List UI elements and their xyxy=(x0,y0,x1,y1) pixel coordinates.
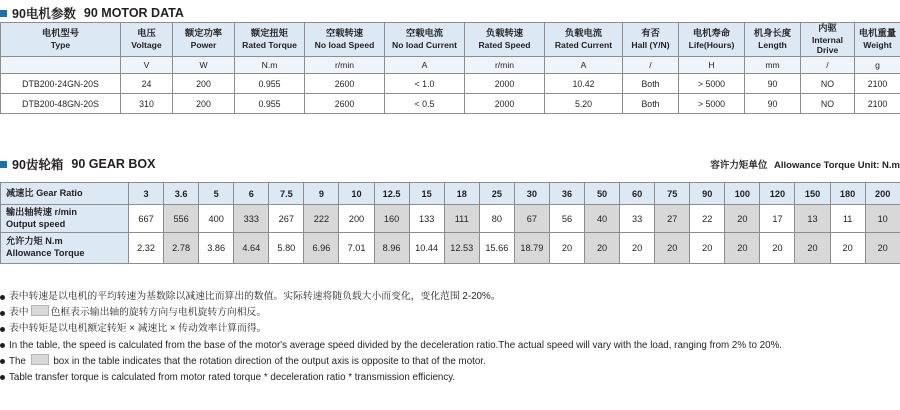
allowance-torque-unit-note xyxy=(710,157,900,171)
motor-row1-voltage: 310 xyxy=(121,94,173,114)
gearbox-torque-5: 6.96 xyxy=(304,233,339,264)
gearbox-speed-6: 200 xyxy=(339,205,374,233)
gearbox-torque-15: 20 xyxy=(655,233,690,264)
motor-col-rated-torque xyxy=(235,23,305,57)
motor-col-life-cn: 电机寿命 xyxy=(692,28,731,39)
gearbox-torque-2: 3.86 xyxy=(199,233,234,264)
gearbox-ratio-18: 120 xyxy=(760,183,795,205)
gearbox-torque-10: 15.66 xyxy=(479,233,514,264)
motor-section-title-cn: 90电机参数 xyxy=(12,7,76,21)
motor-row0-noload-speed: 2600 xyxy=(305,74,385,94)
gearbox-speed-9: 111 xyxy=(444,205,479,233)
motor-col-noload-current-cn: 空载电流 xyxy=(405,28,444,39)
gearbox-speed-12: 56 xyxy=(549,205,584,233)
motor-col-hall-en: Hall (Y/N) xyxy=(631,39,670,50)
motor-col-type xyxy=(1,23,121,57)
gearbox-allowance-torque-label xyxy=(1,233,129,264)
motor-row0-power: 200 xyxy=(173,74,235,94)
gearbox-torque-4: 5.80 xyxy=(269,233,304,264)
gearbox-ratio-5: 9 xyxy=(304,183,339,205)
motor-col-weight xyxy=(855,23,900,57)
note-text-6: Table transfer torque is calculated from motor rated torque * deceleration ratio * transmission efficiency. xyxy=(9,371,456,383)
motor-row1-noload-speed: 2600 xyxy=(305,94,385,114)
motor-unit-power: W xyxy=(173,57,235,74)
bullet-dot-icon xyxy=(0,327,5,332)
motor-col-rated-current-cn: 负载电流 xyxy=(564,28,603,39)
gearbox-speed-2: 400 xyxy=(199,205,234,233)
gearbox-torque-12: 20 xyxy=(549,233,584,264)
gearbox-torque-7: 8.96 xyxy=(374,233,409,264)
motor-col-life xyxy=(679,23,745,57)
motor-row0-noload-current: < 1.0 xyxy=(385,74,465,94)
motor-row0-voltage: 24 xyxy=(121,74,173,94)
motor-row0-life: > 5000 xyxy=(679,74,745,94)
motor-row0-rated-torque: 0.955 xyxy=(235,74,305,94)
motor-col-rated-current xyxy=(545,23,623,57)
motor-col-rated-torque-cn: 额定扭矩 xyxy=(250,28,289,39)
gearbox-allowance-torque-label-cn: 允许力矩 N.m xyxy=(6,236,63,247)
motor-unit-internal-drive: / xyxy=(801,57,855,74)
motor-row0-weight: 2100 xyxy=(855,74,900,94)
gearbox-speed-3: 333 xyxy=(234,205,269,233)
motor-unit-life: H xyxy=(679,57,745,74)
gearbox-output-speed-label-cn: 输出轴转速 r/min xyxy=(6,206,77,217)
motor-col-internal-drive-cn: 内驱 xyxy=(818,23,837,33)
motor-col-rated-speed-cn: 负载转速 xyxy=(485,28,524,39)
motor-col-voltage-en: Voltage xyxy=(131,39,162,50)
bullet-dot-icon xyxy=(0,311,5,316)
bullet-dot-icon xyxy=(0,295,5,300)
gearbox-speed-11: 67 xyxy=(514,205,549,233)
motor-col-rated-speed-en: Rated Speed xyxy=(478,39,531,50)
motor-col-internal-drive-en: Internal Drive xyxy=(811,34,844,56)
gearbox-speed-10: 80 xyxy=(479,205,514,233)
motor-col-rated-speed xyxy=(465,23,545,57)
motor-row0-rated-current: 10.42 xyxy=(545,74,623,94)
motor-section-heading xyxy=(0,4,184,22)
motor-unit-noload-current: A xyxy=(385,57,465,74)
motor-row1-rated-torque: 0.955 xyxy=(235,94,305,114)
notes-list xyxy=(0,289,900,386)
square-bullet-icon xyxy=(0,161,7,168)
gearbox-ratio-9: 18 xyxy=(444,183,479,205)
gearbox-section-heading xyxy=(0,155,155,173)
gearbox-output-speed-label-en: Output speed xyxy=(6,218,66,229)
gearbox-ratio-row xyxy=(1,183,900,205)
motor-row1-rated-current: 5.20 xyxy=(545,94,623,114)
gearbox-speed-21: 10 xyxy=(865,205,900,233)
motor-col-power xyxy=(173,23,235,57)
gearbox-speed-5: 222 xyxy=(304,205,339,233)
gearbox-torque-13: 20 xyxy=(585,233,620,264)
motor-col-noload-current-en: No load Current xyxy=(392,39,457,50)
gearbox-allowance-torque-row xyxy=(1,233,900,264)
gearbox-ratio-20: 180 xyxy=(830,183,865,205)
note-item xyxy=(0,305,900,321)
gearbox-torque-6: 7.01 xyxy=(339,233,374,264)
gearbox-torque-16: 20 xyxy=(690,233,725,264)
motor-row1-rated-speed: 2000 xyxy=(465,94,545,114)
motor-col-type-cn: 电机型号 xyxy=(41,28,80,39)
gearbox-torque-11: 18.79 xyxy=(514,233,549,264)
motor-col-rated-current-en: Rated Current xyxy=(554,39,613,50)
motor-row1-weight: 2100 xyxy=(855,94,900,114)
gearbox-output-speed-row xyxy=(1,205,900,233)
gearbox-ratio-4: 7.5 xyxy=(269,183,304,205)
gearbox-torque-19: 20 xyxy=(795,233,830,264)
motor-row1-hall: Both xyxy=(623,94,679,114)
motor-col-internal-drive xyxy=(801,23,855,57)
bullet-dot-icon xyxy=(0,375,5,380)
motor-row1-noload-current: < 0.5 xyxy=(385,94,465,114)
gearbox-speed-20: 11 xyxy=(830,205,865,233)
note-text-1: 表中转速是以电机的平均转速为基数除以减速比而算出的数值。实际转速将随负载大小而变化，变化范围 2-20%。 xyxy=(9,291,501,302)
gearbox-speed-14: 33 xyxy=(620,205,655,233)
motor-col-length-cn: 机身长度 xyxy=(753,28,792,39)
gearbox-ratio-label xyxy=(1,183,129,205)
gearbox-heading-row xyxy=(0,155,900,173)
motor-row1-length: 90 xyxy=(745,94,801,114)
motor-unit-weight: g xyxy=(855,57,900,74)
gearbox-output-speed-label xyxy=(1,205,129,233)
motor-col-life-en: Life(Hours) xyxy=(688,39,735,50)
motor-unit-voltage: V xyxy=(121,57,173,74)
motor-col-type-en: Type xyxy=(50,39,71,50)
gearbox-torque-18: 20 xyxy=(760,233,795,264)
gearbox-table-wrap xyxy=(0,182,900,264)
note-item xyxy=(0,338,900,354)
gearbox-ratio-label-cn: 减速比 xyxy=(6,187,34,198)
gearbox-speed-15: 27 xyxy=(655,205,690,233)
gearbox-ratio-7: 12.5 xyxy=(374,183,409,205)
motor-row0-hall: Both xyxy=(623,74,679,94)
motor-col-voltage-cn: 电压 xyxy=(137,28,156,39)
gray-swatch-icon xyxy=(31,305,49,316)
motor-row0-type: DTB200-24GN-20S xyxy=(1,74,121,94)
motor-col-length xyxy=(745,23,801,57)
gearbox-torque-3: 4.64 xyxy=(234,233,269,264)
allowance-torque-unit-en: Allowance Torque Unit: N.m xyxy=(774,160,900,171)
gearbox-torque-21: 20 xyxy=(865,233,900,264)
motor-row1-type: DTB200-48GN-20S xyxy=(1,94,121,114)
gearbox-torque-14: 20 xyxy=(620,233,655,264)
gearbox-ratio-3: 6 xyxy=(234,183,269,205)
gearbox-speed-0: 667 xyxy=(129,205,164,233)
gearbox-speed-13: 40 xyxy=(585,205,620,233)
motor-col-weight-cn: 电机重量 xyxy=(858,28,897,39)
gearbox-speed-4: 267 xyxy=(269,205,304,233)
gearbox-speed-16: 22 xyxy=(690,205,725,233)
note-item xyxy=(0,321,900,337)
note-text-3: 表中转矩是以电机额定转矩 × 减速比 × 传动效率计算而得。 xyxy=(9,323,267,335)
motor-col-length-en: Length xyxy=(758,39,787,50)
table-row xyxy=(1,74,900,94)
gearbox-torque-20: 20 xyxy=(830,233,865,264)
motor-table-units-row xyxy=(1,57,900,74)
motor-col-voltage xyxy=(121,23,173,57)
gearbox-table xyxy=(0,182,900,264)
gearbox-ratio-15: 75 xyxy=(655,183,690,205)
gearbox-ratio-1: 3.6 xyxy=(164,183,199,205)
gearbox-speed-7: 160 xyxy=(374,205,409,233)
motor-data-table-wrap xyxy=(0,22,900,114)
gearbox-speed-8: 133 xyxy=(409,205,444,233)
gearbox-torque-1: 2.78 xyxy=(164,233,199,264)
motor-col-hall-cn: 有否 xyxy=(641,28,660,39)
gearbox-speed-1: 556 xyxy=(164,205,199,233)
gray-swatch-icon xyxy=(31,354,49,365)
motor-data-table xyxy=(0,22,900,114)
note-text-5: The box in the table indicates that the rotation direction of the output axis is opposite to that of the motor. xyxy=(9,355,486,367)
motor-unit-rated-torque: N.m xyxy=(235,57,305,74)
allowance-torque-unit-cn: 容许力矩单位 xyxy=(710,160,768,171)
bullet-dot-icon xyxy=(0,343,5,348)
table-row xyxy=(1,94,900,114)
motor-col-noload-speed-en: No load Speed xyxy=(314,39,375,50)
gearbox-ratio-label-en: Gear Ratio xyxy=(36,187,83,198)
motor-unit-length: mm xyxy=(745,57,801,74)
motor-col-power-en: Power xyxy=(190,39,217,50)
gearbox-ratio-21: 200 xyxy=(865,183,900,205)
motor-col-noload-current xyxy=(385,23,465,57)
gearbox-speed-19: 13 xyxy=(795,205,830,233)
motor-row1-life: > 5000 xyxy=(679,94,745,114)
gearbox-allowance-torque-label-en: Allowance Torque xyxy=(6,248,85,258)
note-text-4: In the table, the speed is calculated from the base of the motor's average speed divided by the deceleration ratio.The actual speed will vary with the load, ranging from 2% to 20%. xyxy=(9,339,783,351)
motor-col-rated-torque-en: Rated Torque xyxy=(242,39,297,50)
gearbox-ratio-8: 15 xyxy=(409,183,444,205)
gearbox-torque-8: 10.44 xyxy=(409,233,444,264)
gearbox-torque-0: 2.32 xyxy=(129,233,164,264)
note-item xyxy=(0,354,900,370)
motor-unit-rated-speed: r/min xyxy=(465,57,545,74)
motor-unit-noload-speed: r/min xyxy=(305,57,385,74)
motor-row0-internal-drive: NO xyxy=(801,74,855,94)
motor-col-hall xyxy=(623,23,679,57)
gearbox-ratio-10: 25 xyxy=(479,183,514,205)
gearbox-ratio-6: 10 xyxy=(339,183,374,205)
bullet-dot-icon xyxy=(0,359,5,364)
gearbox-ratio-17: 100 xyxy=(725,183,760,205)
motor-row1-power: 200 xyxy=(173,94,235,114)
gearbox-ratio-13: 50 xyxy=(585,183,620,205)
gearbox-ratio-2: 5 xyxy=(199,183,234,205)
motor-row0-length: 90 xyxy=(745,74,801,94)
gearbox-speed-17: 20 xyxy=(725,205,760,233)
motor-table-header-row xyxy=(1,23,900,57)
gearbox-ratio-14: 60 xyxy=(620,183,655,205)
motor-row0-rated-speed: 2000 xyxy=(465,74,545,94)
motor-unit-rated-current: A xyxy=(545,57,623,74)
gearbox-ratio-0: 3 xyxy=(129,183,164,205)
motor-unit-hall: / xyxy=(623,57,679,74)
motor-col-power-cn: 额定功率 xyxy=(184,28,223,39)
gearbox-ratio-11: 30 xyxy=(514,183,549,205)
motor-section-title-en: 90 MOTOR DATA xyxy=(83,6,184,20)
gearbox-ratio-19: 150 xyxy=(795,183,830,205)
gearbox-torque-17: 20 xyxy=(725,233,760,264)
gearbox-speed-18: 17 xyxy=(760,205,795,233)
note-text-2-prefix: 表中 色框表示输出轴的旋转方向与电机旋转方向相反。 xyxy=(9,307,267,319)
note-item xyxy=(0,370,900,386)
motor-col-noload-speed-cn: 空载转速 xyxy=(325,28,364,39)
gearbox-torque-9: 12.53 xyxy=(444,233,479,264)
note-item xyxy=(0,289,900,305)
motor-col-weight-en: Weight xyxy=(863,39,892,50)
motor-unit-type xyxy=(1,57,121,74)
gearbox-ratio-12: 36 xyxy=(549,183,584,205)
motor-col-noload-speed xyxy=(305,23,385,57)
square-bullet-icon xyxy=(0,10,7,17)
gearbox-section-title-en: 90 GEAR BOX xyxy=(71,157,156,171)
motor-row1-internal-drive: NO xyxy=(801,94,855,114)
gearbox-section-title-cn: 90齿轮箱 xyxy=(12,158,64,172)
gearbox-ratio-16: 90 xyxy=(690,183,725,205)
